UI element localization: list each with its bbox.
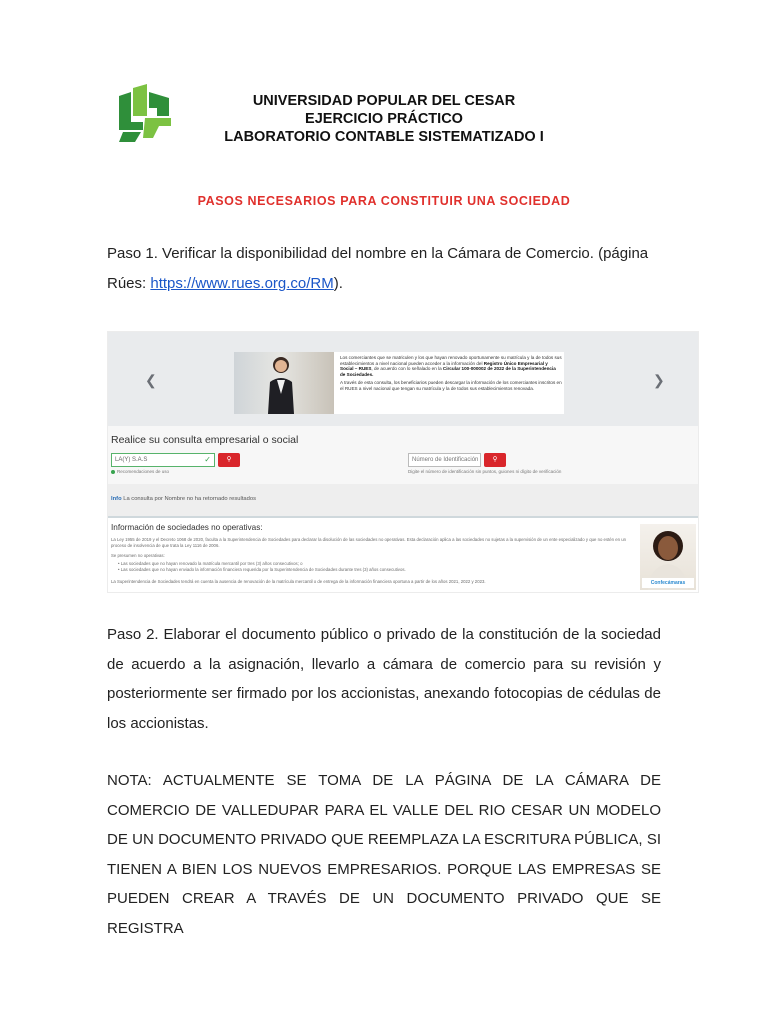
banner-bold-1: Registro Único Empresarial y Social – RUES <box>340 360 548 372</box>
info-label: Info <box>111 496 122 502</box>
banner-bold-2: Circular 100-000002 de 2022 de la Superintendencia de Sociedades. <box>340 366 556 377</box>
section-title: PASOS NECESARIOS PARA CONSTITUIR UNA SOCIEDAD <box>197 194 571 208</box>
non-operative-p1: La Ley 1955 de 2019 y el Decreto 1068 de 2020, faculta a la Superintendencia de Sociedades para declarar la disolución de las sociedades no operativas. Esta declaración aplica a las sociedades no sujetas a la supervisión de un ente especializado y que no estén en un proceso de insolvencia de que trata la Ley 1116 de 2006. <box>111 537 627 548</box>
info-alert-text <box>111 496 256 502</box>
rues-link[interactable]: https://www.rues.org.co/RM <box>150 274 334 292</box>
non-operative-title: Información de sociedades no operativas: <box>111 523 263 532</box>
non-operative-li2-text: Las sociedades que no hayan enviado la información financiera requerida por la Superintendencia de Sociedades durante tres (3) años consecutivos. <box>120 567 406 572</box>
help-dot-icon <box>111 470 115 474</box>
non-operative-li1: • Las sociedades que no hayan renovado la matrícula mercantil por tres (3) años consecutivos; o <box>118 561 303 566</box>
search-icon: ⚲ <box>226 456 232 463</box>
businesswoman-image <box>264 354 298 414</box>
non-operative-p2: Se presumen no operativas: <box>111 553 165 558</box>
id-hint: Digite el número de identificación sin puntos, guiones ni dígito de verificación <box>408 469 562 474</box>
non-operative-section <box>108 518 698 593</box>
name-search-button[interactable] <box>218 453 240 467</box>
banner-text <box>340 355 562 392</box>
non-operative-li2: • Las sociedades que no hayan enviado la información financiera requerida por la Superintendencia de Sociedades durante tres (3) años consecutivos. <box>118 567 406 572</box>
banner-text-3: A través de esta consulta, los beneficiarios pueden descargar la información de los comerciantes inscritos en el RUES a nivel nacional que tengan su matrícula y la de todos sus establecimientos renovada. <box>340 380 562 391</box>
header-line-2: EJERCICIO PRÁCTICO <box>305 111 463 127</box>
name-search-value: LA(Y) S.A.S <box>115 457 148 463</box>
document-header <box>180 92 588 146</box>
id-placeholder: Número de Identificación <box>412 457 479 463</box>
name-hint-text: Recomendaciones de uso <box>117 469 170 474</box>
banner-photo <box>234 352 334 414</box>
paso-1-text: Paso 1. Verificar la disponibilidad del nombre en la Cámara de Comercio. (página Rúes: <box>107 245 649 292</box>
paso-2-paragraph: Paso 2. Elaborar el documento público o privado de la constitución de la sociedad de acuerdo a la asignación, llevarlo a cámara de comercio para su revisión y posteriormente ser firmado por los accionistas, anexando fotocopias de cédulas de los accionistas. <box>107 626 661 732</box>
banner-text-1: Los comerciantes que se matriculen y los que hayan renovado oportunamente su matrícula y la de todos sus establecimientos a nivel nacional pueden acceder a la información del <box>340 355 562 366</box>
name-search-input[interactable] <box>111 453 215 467</box>
non-operative-li1-text: Las sociedades que no hayan renovado la matrícula mercantil por tres (3) años consecutivos; o <box>120 561 303 566</box>
name-hint[interactable] <box>111 469 169 474</box>
id-search-input[interactable] <box>408 453 481 467</box>
banner-text-2: , de acuerdo con lo señalado en la <box>371 366 442 372</box>
info-alert <box>108 484 698 518</box>
search-icon: ⚲ <box>492 456 498 463</box>
paso-1-suffix: ). <box>333 274 343 292</box>
smiling-woman-image <box>640 524 696 590</box>
non-operative-p3: La Superintendencia de Sociedades tendrá en cuenta la ausencia de renovación de la matrícula mercantil o de entrega de la información financiera oportuna a partir de los años 2021, 2022 y 2023. <box>111 579 486 584</box>
info-message: La consulta por Nombre no ha retornado resultados <box>121 496 257 502</box>
university-logo <box>113 82 177 144</box>
confecamaras-badge: Confecámaras <box>642 578 694 588</box>
check-icon: ✓ <box>204 455 211 464</box>
chevron-right-icon[interactable]: ❯ <box>653 372 665 388</box>
header-line-3: LABORATORIO CONTABLE SISTEMATIZADO I <box>224 129 544 145</box>
paso-1-paragraph <box>107 239 661 298</box>
id-search-button[interactable] <box>484 453 506 467</box>
rues-screenshot <box>107 331 699 593</box>
header-line-1: UNIVERSIDAD POPULAR DEL CESAR <box>252 93 516 109</box>
query-title: Realice su consulta empresarial o social <box>111 434 299 446</box>
nota-paragraph: NOTA: ACTUALMENTE SE TOMA DE LA PÁGINA DE LA CÁMARA DE COMERCIO DE VALLEDUPAR PARA EL VALLE DEL RIO CESAR UN MODELO DE UN DOCUMENTO PRIVADO QUE REEMPLAZA LA ESCRITURA PÚBLICA, SI TIENEN A BIEN LOS NUEVOS EMPRESARIOS. PORQUE LAS EMPRESAS SE PUEDEN CREAR A TRAVÉS DE UN DOCUMENTO PRIVADO QUE SE REGISTRA <box>107 772 661 937</box>
banner-carousel <box>108 332 698 426</box>
chevron-left-icon[interactable]: ❮ <box>145 372 157 388</box>
banner-slide <box>234 352 564 414</box>
